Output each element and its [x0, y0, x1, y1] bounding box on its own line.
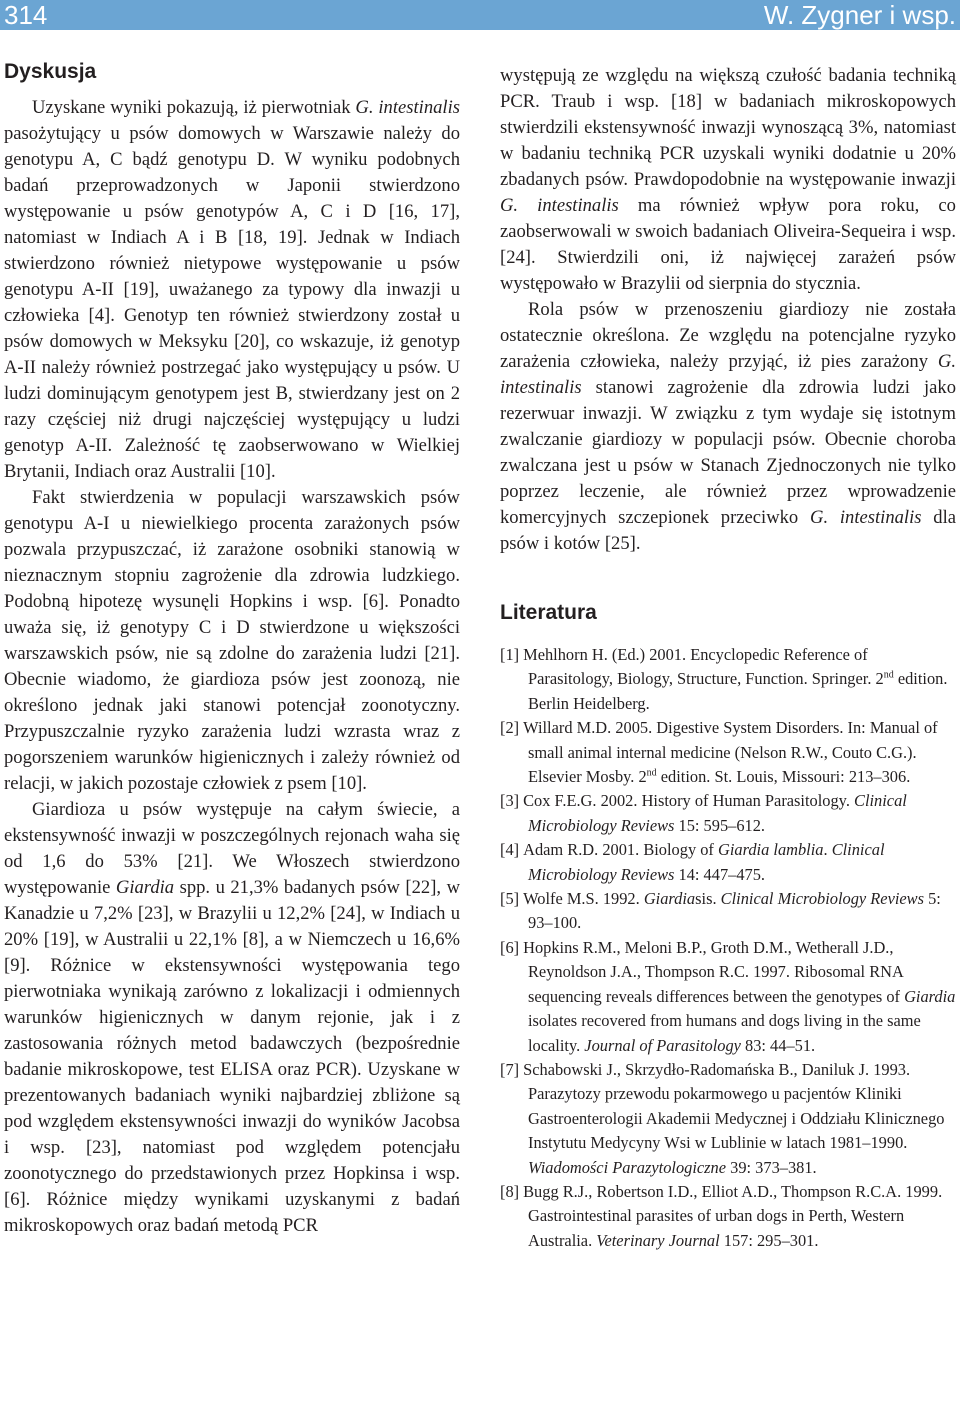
reference-item [500, 1058, 956, 1180]
reference-item [500, 838, 956, 887]
reference-text: Adam R.D. 2001. Biology of Giardia lamblia. Clinical Microbiology Reviews 14: 447–475. [523, 840, 885, 884]
reference-number: [8] [500, 1181, 520, 1201]
paragraph: Fakt stwierdzenia w populacji warszawskich psów genotypu A-I u niewielkiego procenta zarażonych psów pozwala przypuszczać, iż zarażone osobniki stanowią w nieznacznym stopniu zagrożenie dla zdrowia ludzkiego. Podobną hipotezę wysunęli Hopkins i wsp. [6]. Ponadto uważa się, iż genotypy C i D stwierdzone u większości warszawskich psów, nie są zdolne do zarażenia ludzi [21]. Obecnie wiadomo, że giardioza psów jest zoonozą, nie określono jednak jaki stanowi potencjał zoonotyczny. Przypuszczalnie ryzyko zarażenia ludzi wzrasta wraz z pogorszeniem warunków higienicznych i zależy również od relacji, w jakich pozostaje człowiek z psem [10]. [4, 487, 460, 794]
reference-item [500, 643, 956, 716]
page-number: 314 [4, 0, 48, 30]
running-head-authors: W. Zygner i wsp. [763, 0, 956, 30]
paragraph: Giardioza u psów występuje na całym świecie, a ekstensywność inwazji w poszczególnych rejonach waha się od 1,6 do 53% [21]. We Włoszech stwierdzono występowanie Giardia spp. u 21,3% badanych psów [22], w Kanadzie u 7,2% [23], w Brazylii u 12,2% [24], w Indiach u 20% [19], w Australii u 22,1% [8], a w Niemczech u 16,6% [9]. Różnice w ekstensywności występowania tego pierwotniaka wynikają zarówno z lokalizacji i odmiennych warunków higienicznych w danym rejonie, jak i z zastosowania różnych metod badawczych (bezpośrednie badanie mikroskopowe, test ELISA oraz PCR). Uzyskane w prezentowanych badaniach wyniki najbardziej zbliżone są pod względem ekstensywności inwazji do wyników Jacobsa i wsp. [23], natomiast pod względem potencjału zoonotycznego do przedstawionych przez Hopkinsa i wsp. [6]. Różnice między wynikami uzyskanymi z badań mikroskopowych oraz badań metodą PCR [4, 799, 460, 1236]
reference-item [500, 887, 956, 936]
paragraph: występują ze względu na większą czułość badania techniką PCR. Traub i wsp. [18] w badaniach mikroskopowych stwierdzili ekstensywność inwazji wynoszącą 3%, natomiast w badaniu techniką PCR uzyskali wyniki dodatnie u 20% zbadanych psów. Prawdopodobnie na występowanie inwazji G. intestinalis ma również wpływ pora roku, co zaobserwowali w swoich badaniach Oliveira-Sequeira i wsp. [24]. Stwierdzili oni, iż najwięcej zarażeń psów występowało w Brazylii od sierpnia do stycznia. [500, 65, 956, 294]
reference-number: [1] [500, 645, 520, 664]
reference-number: [2] [500, 718, 520, 738]
reference-text: Cox F.E.G. 2002. History of Human Parasitology. Clinical Microbiology Reviews 15: 595–612. [523, 791, 907, 835]
reference-item [500, 1180, 956, 1253]
reference-number: [7] [500, 1059, 520, 1079]
page-header [0, 0, 960, 30]
section-heading-discussion: Dyskusja [4, 60, 97, 83]
left-column [4, 58, 460, 1239]
reference-text: Schabowski J., Skrzydło-Radomańska B., Daniluk J. 1993. Parazytozy przewodu pokarmowego u pacjentów Kliniki Gastroenterologii Akademii Medycznej i Oddziału Klinicznego Instytutu Medycyny Wsi w Lublinie w latach 1981–1990. Wiadomości Parazytologiczne 39: 373–381. [523, 1059, 945, 1177]
reference-item [500, 789, 956, 838]
reference-list [500, 643, 956, 1253]
reference-number: [5] [500, 889, 520, 909]
reference-text: Willard M.D. 2005. Digestive System Disorders. In: Manual of small animal internal medicine (Nelson R.W., Couto C.G.). Elsevier Mosby. 2nd edition. St. Louis, Missouri: 213–306. [523, 718, 938, 787]
reference-item [500, 716, 956, 789]
paragraph: Rola psów w przenoszeniu giardiozy nie została ostatecznie określona. Ze względu na potencjalne ryzyko zarażenia człowieka, należy przyjąć, iż pies zarażony G. intestinalis stanowi zagrożenie dla zdrowia ludzi jako rezerwuar inwazji. W związku z tym wydaje się istotnym zwalczanie giardiozy w populacji psów. Obecnie choroba zwalczana jest u psów w Stanach Zjednoczonych nie tylko poprzez leczenie, ale również przez wprowadzenie komercyjnych szczepionek przeciwko G. intestinalis dla psów i kotów [25]. [500, 299, 957, 554]
reference-number: [3] [500, 791, 520, 811]
right-column [500, 63, 956, 1253]
reference-text: Bugg R.J., Robertson I.D., Elliot A.D., Thompson R.C.A. 1999. Gastrointestinal parasites of urban dogs in Perth, Western Australia. Veterinary Journal 157: 295–301. [523, 1181, 943, 1250]
reference-text: Hopkins R.M., Meloni B.P., Groth D.M., Wetherall J.D., Reynoldson J.A., Thompson R.C. 1997. Ribosomal RNA sequencing reveals differences between the genotypes of Giardia isolates recovered from humans and dogs living in the same locality. Journal of Parasitology 83: 44–51. [523, 937, 956, 1055]
reference-number: [6] [500, 937, 520, 957]
reference-text: Mehlhorn H. (Ed.) 2001. Encyclopedic Reference of Parasitology, Biology, Structure, Function. Springer. 2nd edition. Berlin Heidelberg. [523, 645, 948, 713]
reference-number: [4] [500, 840, 520, 860]
section-heading-literature: Literatura [500, 601, 597, 624]
paragraph: Uzyskane wyniki pokazują, iż pierwotniak G. intestinalis pasożytujący u psów domowych w Warszawie należy do genotypu A, C bądź genotypu D. W wyniku podobnych badań przeprowadzonych w Japonii stwierdzono występowanie u psów genotypów A, C i D [16, 17], natomiast w Indiach A i B [18, 19]. Jednak w Indiach stwierdzono również nietypowe występowanie u psów genotypu A-II [19], uważanego za typowy dla inwazji u człowieka [4]. Genotyp ten również stwierdzony został u psów domowych w Meksyku [20], co wskazuje, iż genotyp A-II należy również postrzegać jako występujący u psów. U ludzi dominującym genotypem jest B, stwierdzany jest on 2 razy częściej niż drugi najczęściej występujący u ludzi genotyp A-II. Zależność tę zaobserwowano w Wielkiej Brytanii, Indiach oraz Australii [10]. [4, 97, 460, 482]
reference-item [500, 936, 956, 1058]
reference-text: Wolfe M.S. 1992. Giardiasis. Clinical Microbiology Reviews 5: 93–100. [523, 889, 941, 933]
